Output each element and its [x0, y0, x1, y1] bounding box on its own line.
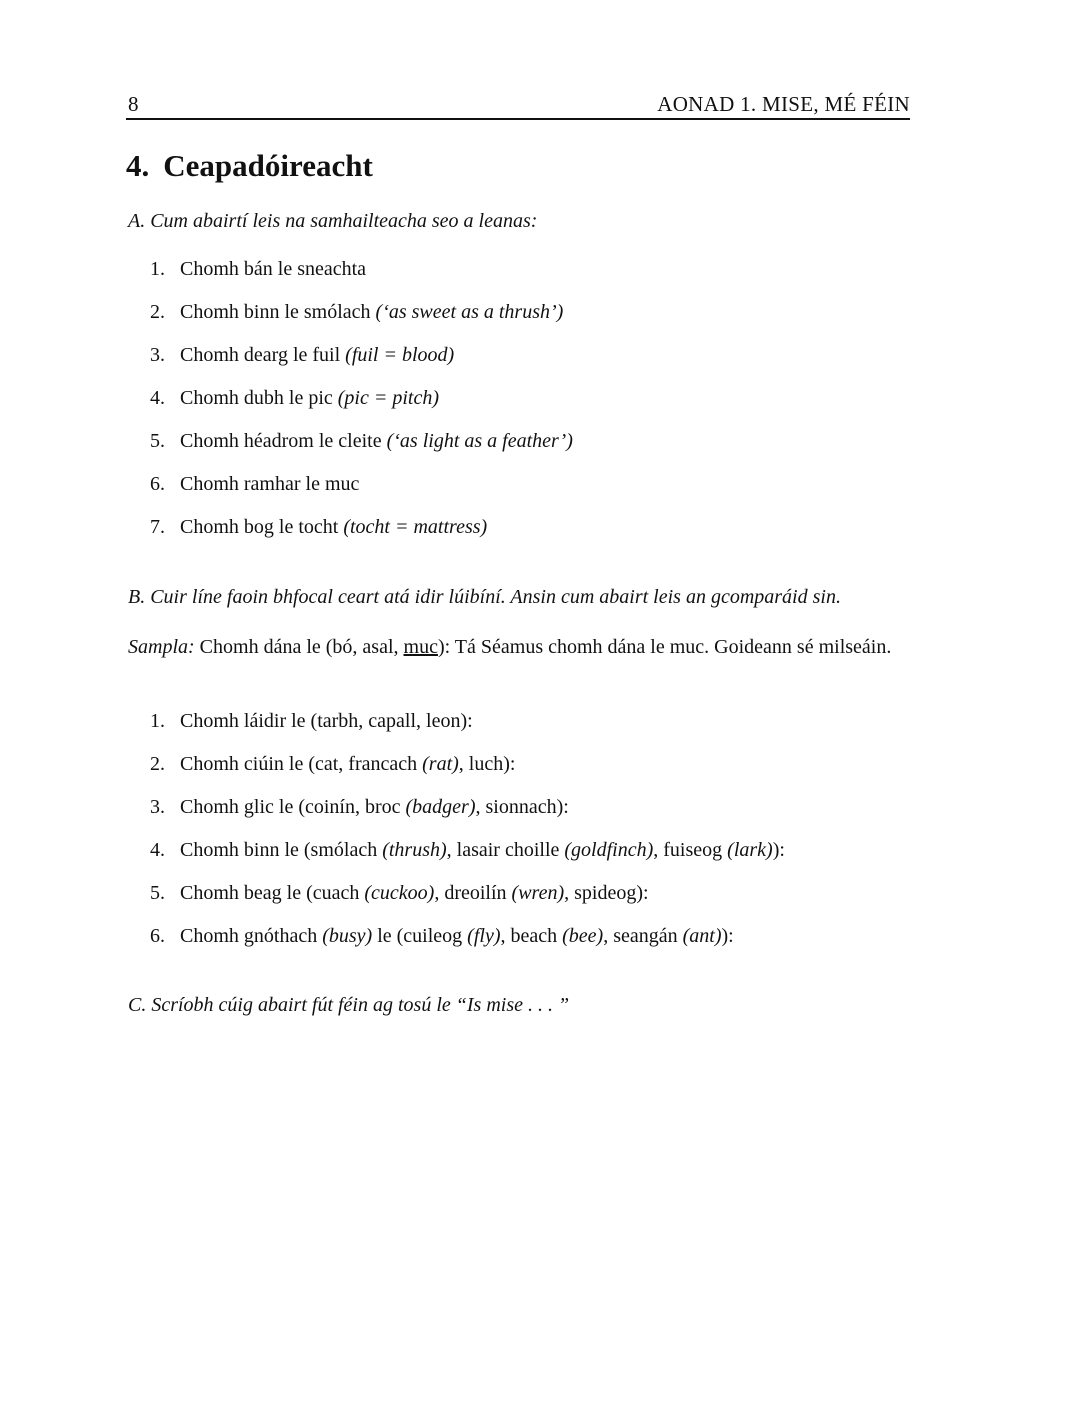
sample-text: Chomh dána le (bó, asal,	[199, 636, 404, 658]
item-text: Chomh héadrom le cleite	[180, 430, 382, 452]
item-number: 5.	[150, 882, 165, 904]
item-text: Chomh beag le (cuach	[180, 882, 365, 904]
item-text: Chomh binn le smólach	[180, 301, 371, 323]
item-text: Chomh gnóthach	[180, 925, 323, 947]
part-b-instruction: B. Cuir líne faoin bhfocal ceart atá idir lúibíní. Ansin cum abairt leis an gcomparáid sin.	[128, 586, 841, 608]
item-number: 3.	[150, 796, 165, 818]
item-number: 4.	[150, 387, 165, 409]
item-text: , dreoilín	[434, 882, 512, 904]
item-text: , fuiseog	[653, 839, 728, 861]
item-gloss: (thrush)	[382, 839, 447, 861]
item-text: ):	[721, 925, 734, 947]
part-a-list	[150, 257, 910, 558]
part-b-list	[150, 709, 910, 967]
item-text: Chomh dearg le fuil	[180, 344, 341, 366]
item-number: 2.	[150, 301, 165, 323]
sample-sentence: ): Tá Séamus chomh dána le muc. Goideann sé milseáin.	[437, 636, 892, 658]
item-text: , luch):	[458, 753, 516, 775]
item-gloss: (rat)	[422, 753, 459, 775]
list-item	[150, 515, 910, 558]
section-title-text: Ceapadóireacht	[163, 148, 373, 183]
item-gloss: (‘as light as a feather’)	[386, 430, 573, 452]
section-title	[126, 148, 373, 184]
list-item	[150, 257, 910, 300]
item-gloss: (badger)	[405, 796, 476, 818]
item-gloss: (ant)	[682, 925, 722, 947]
item-text: Chomh glic le (coinín, broc	[180, 796, 406, 818]
part-b-sample	[128, 635, 910, 660]
item-gloss: (lark)	[727, 839, 773, 861]
item-text: Chomh ciúin le (cat, francach	[180, 753, 423, 775]
running-title: AONAD 1. MISE, MÉ FÉIN	[657, 92, 910, 116]
item-text: , lasair choille	[446, 839, 565, 861]
item-number: 4.	[150, 839, 165, 861]
item-number: 5.	[150, 430, 165, 452]
list-item	[150, 752, 910, 795]
item-text: , spideog):	[564, 882, 649, 904]
item-text: Chomh bog le tocht	[180, 516, 339, 538]
item-number: 2.	[150, 753, 165, 775]
item-number: 7.	[150, 516, 165, 538]
list-item	[150, 838, 910, 881]
item-number: 1.	[150, 710, 165, 732]
item-text: Chomh bán le sneachta	[180, 258, 367, 280]
item-gloss: (pic = pitch)	[337, 387, 440, 409]
item-number: 6.	[150, 473, 165, 495]
item-number: 1.	[150, 258, 165, 280]
list-item	[150, 924, 910, 967]
page-number: 8	[128, 92, 139, 116]
part-c-instruction: C. Scríobh cúig abairt fút féin ag tosú le “Is mise . . . ”	[128, 994, 570, 1016]
section-number: 4.	[126, 148, 150, 183]
list-item	[150, 343, 910, 386]
item-gloss: (goldfinch)	[564, 839, 654, 861]
item-text: Chomh binn le (smólach	[180, 839, 383, 861]
item-text: Chomh dubh le pic	[180, 387, 333, 409]
item-text: , beach	[500, 925, 563, 947]
sample-label: Sampla:	[128, 636, 195, 658]
item-text: Chomh ramhar le muc	[180, 473, 360, 495]
item-gloss: (busy)	[322, 925, 373, 947]
item-gloss: (‘as sweet as a thrush’)	[375, 301, 564, 323]
list-item	[150, 386, 910, 429]
item-gloss: (cuckoo)	[364, 882, 435, 904]
item-gloss: (fuil = blood)	[345, 344, 455, 366]
item-gloss: (bee)	[562, 925, 604, 947]
item-text: le (cuileog	[372, 925, 468, 947]
item-text: , seangán	[603, 925, 683, 947]
list-item	[150, 300, 910, 343]
list-item	[150, 795, 910, 838]
item-text: Chomh láidir le (tarbh, capall, leon):	[180, 710, 473, 732]
list-item	[150, 881, 910, 924]
item-text: ):	[772, 839, 785, 861]
item-text: , sionnach):	[475, 796, 569, 818]
page-header	[126, 90, 910, 120]
list-item	[150, 472, 910, 515]
item-gloss: (wren)	[511, 882, 565, 904]
list-item	[150, 709, 910, 752]
sample-answer: muc	[403, 636, 438, 658]
item-gloss: (tocht = mattress)	[343, 516, 488, 538]
item-number: 3.	[150, 344, 165, 366]
part-a-instruction: A. Cum abairtí leis na samhailteacha seo a leanas:	[128, 210, 538, 232]
item-gloss: (fly)	[467, 925, 501, 947]
item-number: 6.	[150, 925, 165, 947]
list-item	[150, 429, 910, 472]
